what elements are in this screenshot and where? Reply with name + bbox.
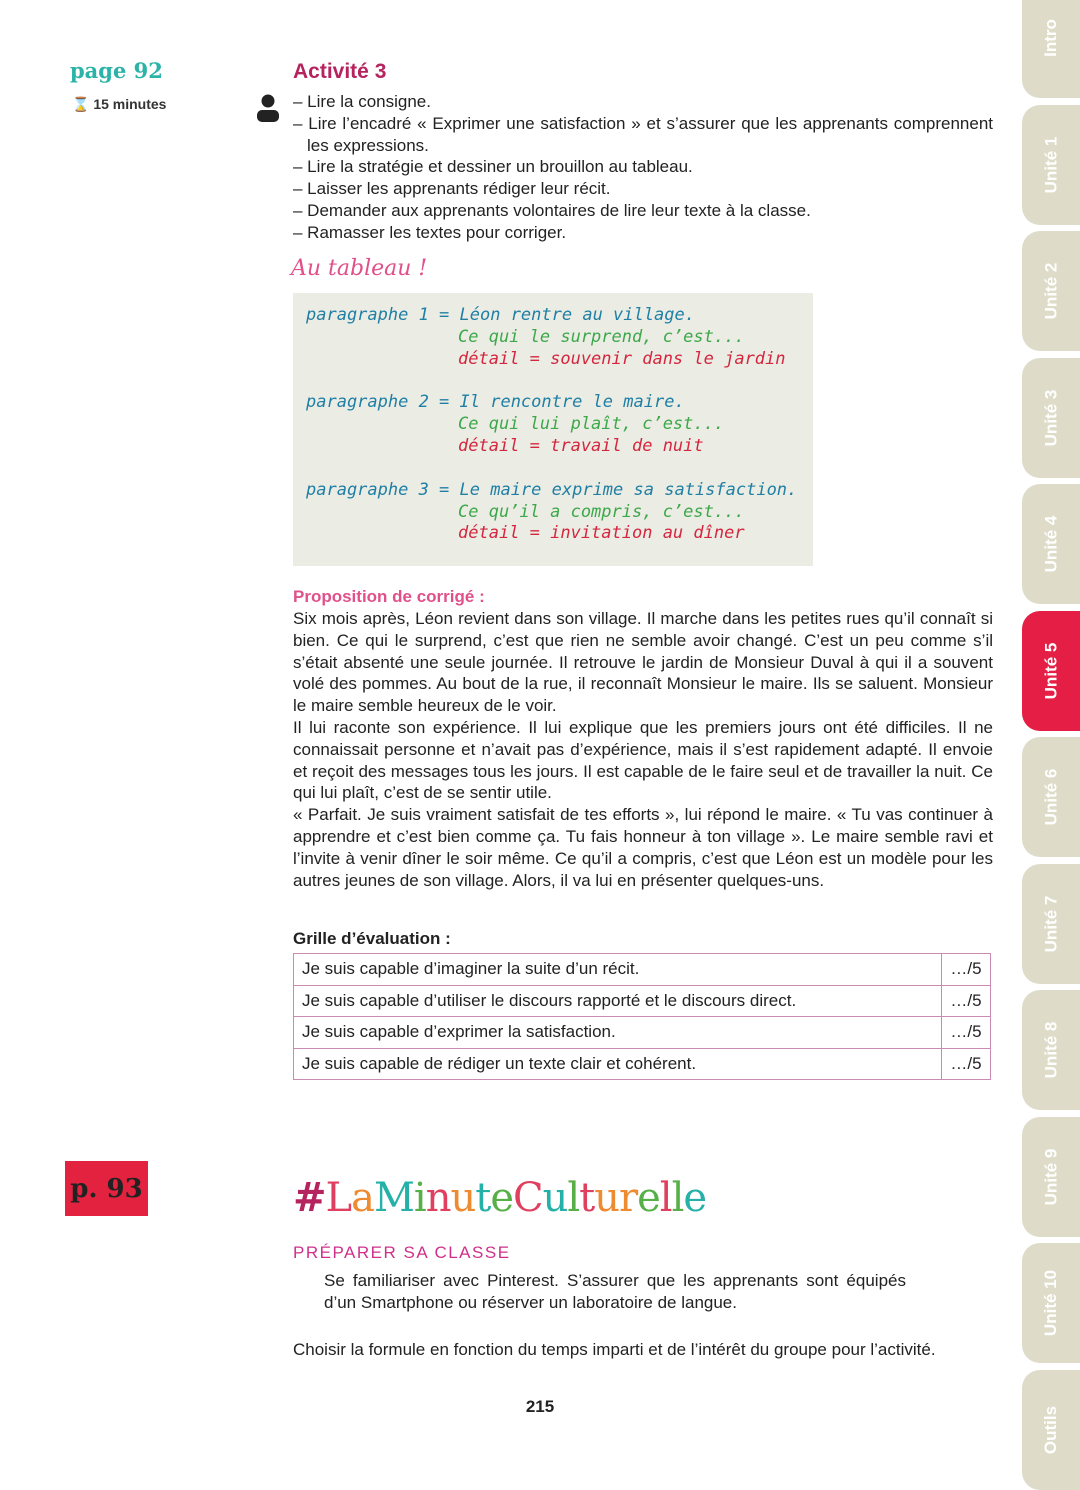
step: – Ramasser les textes pour corriger. — [293, 222, 567, 242]
board-line: paragraphe 2 = Il rencontre le maire. — [306, 392, 685, 413]
paragraph: Il lui raconte son expérience. Il lui explique que les premiers jours ont été difficiles. Il ne connaissait personne et n’avait pas d’expérience, mais il s’est rapidement adapté. Il envoie et reçoit des messages tous les jours. Il est capable de le faire seul et de travailler la nuit. Ce qui lui plaît, c’est de se sentir utile. — [293, 717, 993, 803]
board-line: détail = travail de nuit — [458, 435, 704, 456]
tab-label: Unité 6 — [1041, 768, 1060, 826]
paragraph: « Parfait. Je suis vraiment satisfait de tes efforts », lui répond le maire. « Tu vas continuer à apprendre et c’est bien comme ça. Tu fais honneur à ton village ». Le maire semble ravi et l’invite à venir dîner le soir même. Ce qu’il a compris, c’est que Léon est un modèle pour les autres jeunes de son village. Alors, il va lui en présenter quelques-uns. — [293, 805, 993, 890]
criterion: Je suis capable d’utiliser le discours rapporté et le discours direct. — [294, 985, 942, 1017]
board-line: paragraphe 3 = Le maire exprime sa satisfaction. — [306, 479, 798, 500]
evaluation-grid — [293, 953, 991, 1080]
score: …/5 — [942, 954, 991, 986]
tab-intro[interactable] — [1022, 0, 1080, 98]
duration-text: 15 minutes — [93, 96, 167, 112]
tab-unite-9[interactable] — [1022, 1117, 1080, 1237]
tab-label: Unité 7 — [1041, 895, 1060, 952]
tab-unite-4[interactable] — [1022, 484, 1080, 604]
tab-label: Outils — [1040, 1405, 1060, 1454]
step: – Laisser les apprenants rédiger leur récit. — [293, 179, 611, 199]
step: – Lire la stratégie et dessiner un brouillon au tableau. — [293, 157, 693, 177]
tab-unite-7[interactable] — [1022, 864, 1080, 984]
criterion: Je suis capable d’exprimer la satisfaction. — [294, 1017, 942, 1049]
page-number: 215 — [525, 1397, 555, 1416]
section-title: #LaMinuteCulturelle — [293, 1174, 707, 1221]
tab-label: Intro — [1041, 19, 1060, 57]
criterion: Je suis capable de rédiger un texte clair et cohérent. — [294, 1048, 942, 1080]
hourglass-icon: ⌛ — [72, 96, 90, 112]
tab-label: Unité 4 — [1041, 515, 1060, 573]
tab-unite-5[interactable] — [1022, 611, 1080, 731]
table-row — [294, 1048, 991, 1080]
score: …/5 — [942, 985, 991, 1017]
step: – Lire la consigne. — [293, 92, 431, 111]
prep-heading: PRÉPARER SA CLASSE — [293, 1243, 511, 1262]
tab-label: Unité 5 — [1041, 642, 1060, 699]
tab-unite-8[interactable] — [1022, 990, 1080, 1110]
unit-tabs — [1022, 0, 1080, 1465]
score: …/5 — [942, 1048, 991, 1080]
step: – Demander aux apprenants volontaires de lire leur texte à la classe. — [293, 200, 811, 220]
tab-label: Unité 9 — [1041, 1148, 1060, 1205]
prep-text: Se familiariser avec Pinterest. S’assurer que les apprenants sont équipés d’un Smartphone ou réserver un laboratoire de langue. — [324, 1271, 906, 1312]
tab-unite-10[interactable] — [1022, 1243, 1080, 1363]
choice-text: Choisir la formule en fonction du temps imparti et de l’intérêt du groupe pour l’activité. — [293, 1340, 936, 1359]
paragraph: Six mois après, Léon revient dans son village. Il marche dans les petites rues qu’il connaît si bien. Ce qui le surprend, c’est que rien ne semble avoir changé. C’est un peu comme s’il s’était absenté une seule journée. Il retrouve le jardin de Monsieur Duval à qui il a souvent volé des pommes. Au bout de la rue, il reconnaît Monsieur le maire. Ils se saluent. Monsieur le maire semble heureux de le voir. — [293, 609, 993, 716]
tab-outils[interactable] — [1022, 1370, 1080, 1490]
criterion: Je suis capable d’imaginer la suite d’un récit. — [294, 954, 942, 986]
table-row — [294, 954, 991, 986]
corrige-heading: Proposition de corrigé : — [293, 587, 485, 606]
activity-steps — [293, 91, 993, 244]
person-icon — [257, 94, 279, 122]
corrige-text — [293, 608, 993, 891]
board-heading: Au tableau ! — [291, 256, 428, 281]
table-row — [294, 1017, 991, 1049]
page-badge: p. 93 — [65, 1161, 148, 1216]
table-row — [294, 985, 991, 1017]
tab-unite-6[interactable] — [1022, 737, 1080, 857]
board-line: détail = invitation au dîner — [458, 523, 745, 544]
tab-label: Unité 8 — [1041, 1021, 1060, 1079]
board-line: Ce qui le surprend, c’est... — [458, 326, 745, 347]
score: …/5 — [942, 1017, 991, 1049]
activity-title: Activité 3 — [293, 60, 387, 83]
tab-unite-1[interactable] — [1022, 105, 1080, 225]
grille-heading: Grille d’évaluation : — [293, 929, 451, 948]
tab-label: Unité 3 — [1041, 389, 1060, 446]
tab-unite-2[interactable] — [1022, 231, 1080, 351]
tab-label: Unité 1 — [1041, 136, 1060, 193]
tab-label: Unité 2 — [1041, 262, 1060, 320]
step: – Lire l’encadré « Exprimer une satisfaction » et s’assurer que les apprenants comprennent les expressions. — [293, 113, 993, 155]
board-line: détail = souvenir dans le jardin — [458, 348, 786, 369]
board-line: Ce qu’il a compris, c’est... — [458, 501, 745, 522]
duration — [72, 96, 166, 113]
board — [293, 293, 813, 566]
tab-label: Unité 10 — [1041, 1269, 1061, 1337]
tab-unite-3[interactable] — [1022, 358, 1080, 478]
board-line: Ce qui lui plaît, c’est... — [458, 414, 725, 435]
board-line: paragraphe 1 = Léon rentre au village. — [306, 305, 695, 325]
page-reference: page 92 — [70, 58, 163, 83]
